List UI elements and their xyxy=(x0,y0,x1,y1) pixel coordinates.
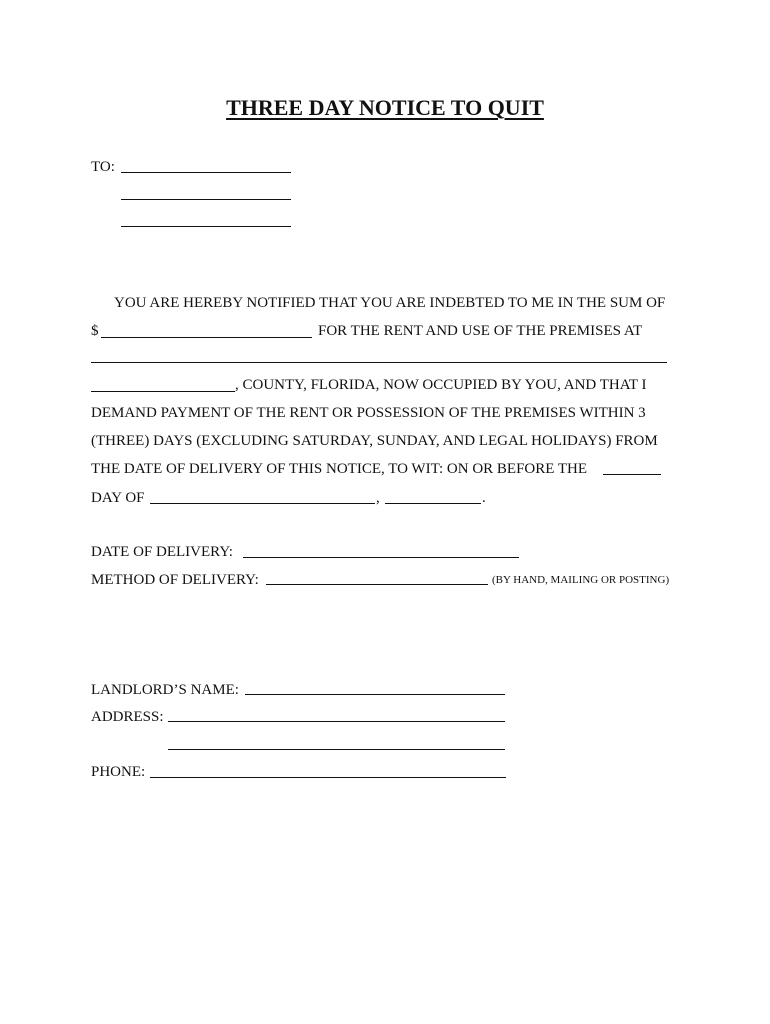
landlord-name-label: LANDLORD’S NAME: xyxy=(91,682,239,698)
address-line-1[interactable] xyxy=(168,721,505,722)
method-of-delivery-note: (BY HAND, MAILING OR POSTING) xyxy=(492,574,670,586)
date-of-delivery-line[interactable] xyxy=(243,557,519,558)
body-line-5: DEMAND PAYMENT OF THE RENT OR POSSESSION OF THE PREMISES WITHIN 3 xyxy=(91,405,646,421)
document-title: THREE DAY NOTICE TO QUIT xyxy=(226,95,544,120)
month-line[interactable] xyxy=(150,503,375,504)
year-line[interactable] xyxy=(385,503,481,504)
to-line-1[interactable] xyxy=(121,172,291,173)
to-line-3[interactable] xyxy=(121,226,291,227)
method-of-delivery-line[interactable] xyxy=(266,584,488,585)
phone-line[interactable] xyxy=(150,777,506,778)
method-of-delivery-label: METHOD OF DELIVERY: xyxy=(91,572,259,588)
comma-text: , xyxy=(376,490,380,506)
dollar-sign: $ xyxy=(91,323,99,339)
landlord-name-line[interactable] xyxy=(245,694,505,695)
day-of-label: DAY OF xyxy=(91,490,145,506)
phone-label: PHONE: xyxy=(91,764,146,780)
address-label: ADDRESS: xyxy=(91,709,164,725)
body-line-7: THE DATE OF DELIVERY OF THIS NOTICE, TO WIT: ON OR BEFORE THE xyxy=(91,461,588,477)
amount-line[interactable] xyxy=(101,337,312,338)
body-line-2-rest: FOR THE RENT AND USE OF THE PREMISES AT xyxy=(318,323,643,339)
date-of-delivery-label: DATE OF DELIVERY: xyxy=(91,544,233,560)
to-label: TO: xyxy=(91,159,115,175)
body-line-1: YOU ARE HEREBY NOTIFIED THAT YOU ARE INDEBTED TO ME IN THE SUM OF xyxy=(114,295,666,311)
body-line-6: (THREE) DAYS (EXCLUDING SATURDAY, SUNDAY, AND LEGAL HOLIDAYS) FROM xyxy=(91,433,658,449)
to-line-2[interactable] xyxy=(121,199,291,200)
address-line-2[interactable] xyxy=(168,749,505,750)
period-text: . xyxy=(482,490,486,506)
body-line-4-rest: , COUNTY, FLORIDA, NOW OCCUPIED BY YOU, AND THAT I xyxy=(235,377,647,393)
county-line[interactable] xyxy=(91,391,235,392)
day-number-line[interactable] xyxy=(603,474,661,475)
premises-address-line[interactable] xyxy=(91,362,667,363)
